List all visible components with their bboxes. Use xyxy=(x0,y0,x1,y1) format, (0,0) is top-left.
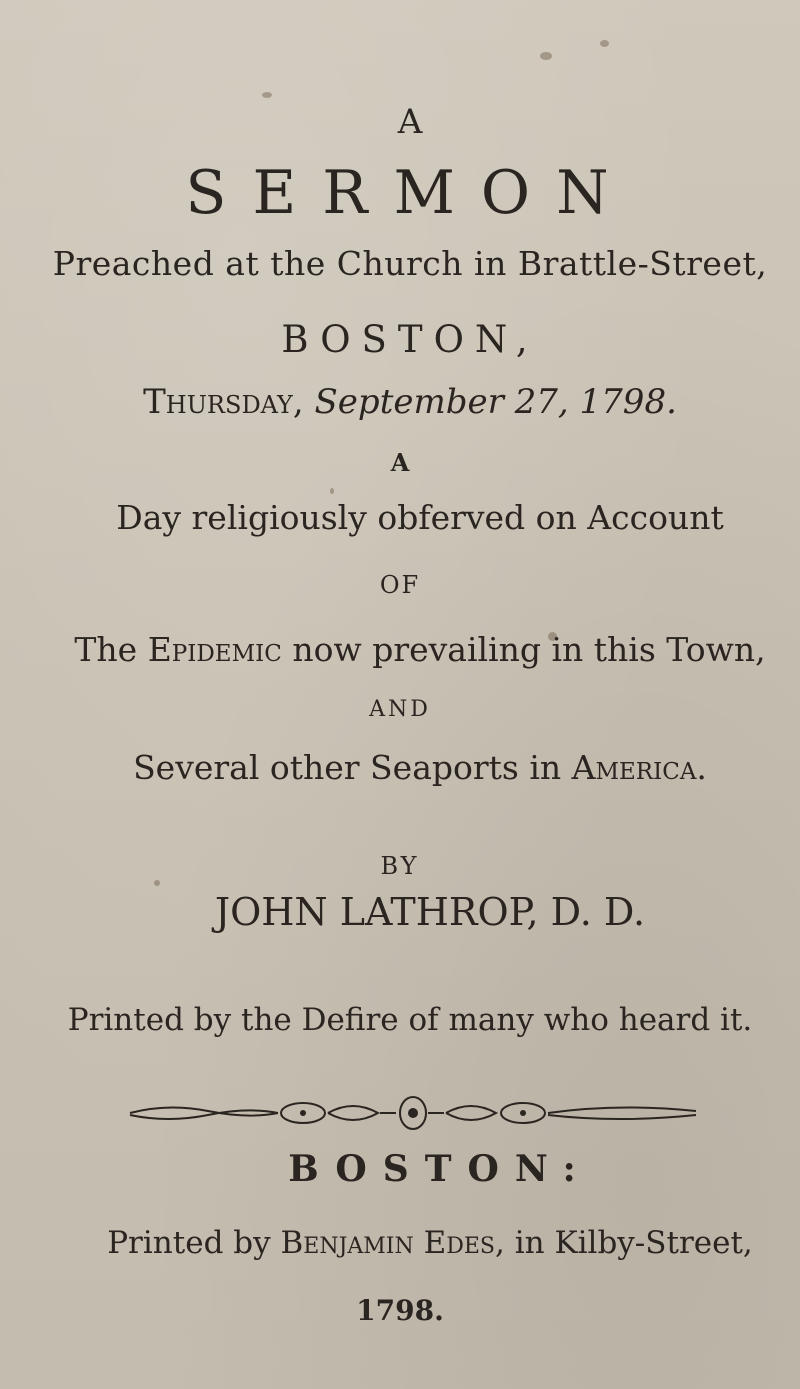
imprint-printer: Benjamin Edes, xyxy=(280,1225,505,1261)
paper-speck xyxy=(154,880,160,886)
imprint-year: 1798. xyxy=(356,1294,444,1327)
paper-speck xyxy=(262,92,272,98)
day-line: Day religiously obferved on Account xyxy=(116,498,724,537)
epidemic-pre: The xyxy=(74,630,138,669)
and-word: AND xyxy=(369,697,431,722)
paper-speck xyxy=(548,632,557,641)
sermon-title: SERMON xyxy=(185,158,635,228)
seaports-line xyxy=(0,748,800,787)
ornament-divider-icon xyxy=(128,1093,698,1133)
imprint-pre: Printed by xyxy=(107,1225,271,1261)
date-rest: September 27, 1798. xyxy=(314,382,677,422)
date-weekday: Thursday, xyxy=(143,382,304,422)
date-line xyxy=(0,382,800,422)
epidemic-post: now prevailing in this Town, xyxy=(292,630,766,669)
printed-by-desire: Printed by the Defire of many who heard it. xyxy=(67,1002,753,1038)
place-boston: BOSTON, xyxy=(281,318,539,361)
author-name: JOHN LATHROP, D. D. xyxy=(214,890,646,934)
article-a-second: A xyxy=(390,448,410,477)
epidemic-word: Epidemic xyxy=(147,630,282,669)
of-word: OF xyxy=(379,571,421,599)
by-word: BY xyxy=(380,852,420,880)
imprint-post: in Kilby-Street, xyxy=(514,1225,753,1261)
seaports-pre: Several other Seaports in xyxy=(133,748,562,787)
preached-line: Preached at the Church in Brattle-Street, xyxy=(52,244,768,283)
paper-speck xyxy=(600,40,609,47)
america-word: America. xyxy=(571,748,707,787)
paper-speck xyxy=(330,488,334,494)
imprint-city: BOSTON: xyxy=(288,1148,592,1190)
imprint-line xyxy=(0,1225,800,1261)
paper-speck xyxy=(540,52,552,60)
article-a: A xyxy=(397,102,423,142)
epidemic-line xyxy=(0,630,800,669)
